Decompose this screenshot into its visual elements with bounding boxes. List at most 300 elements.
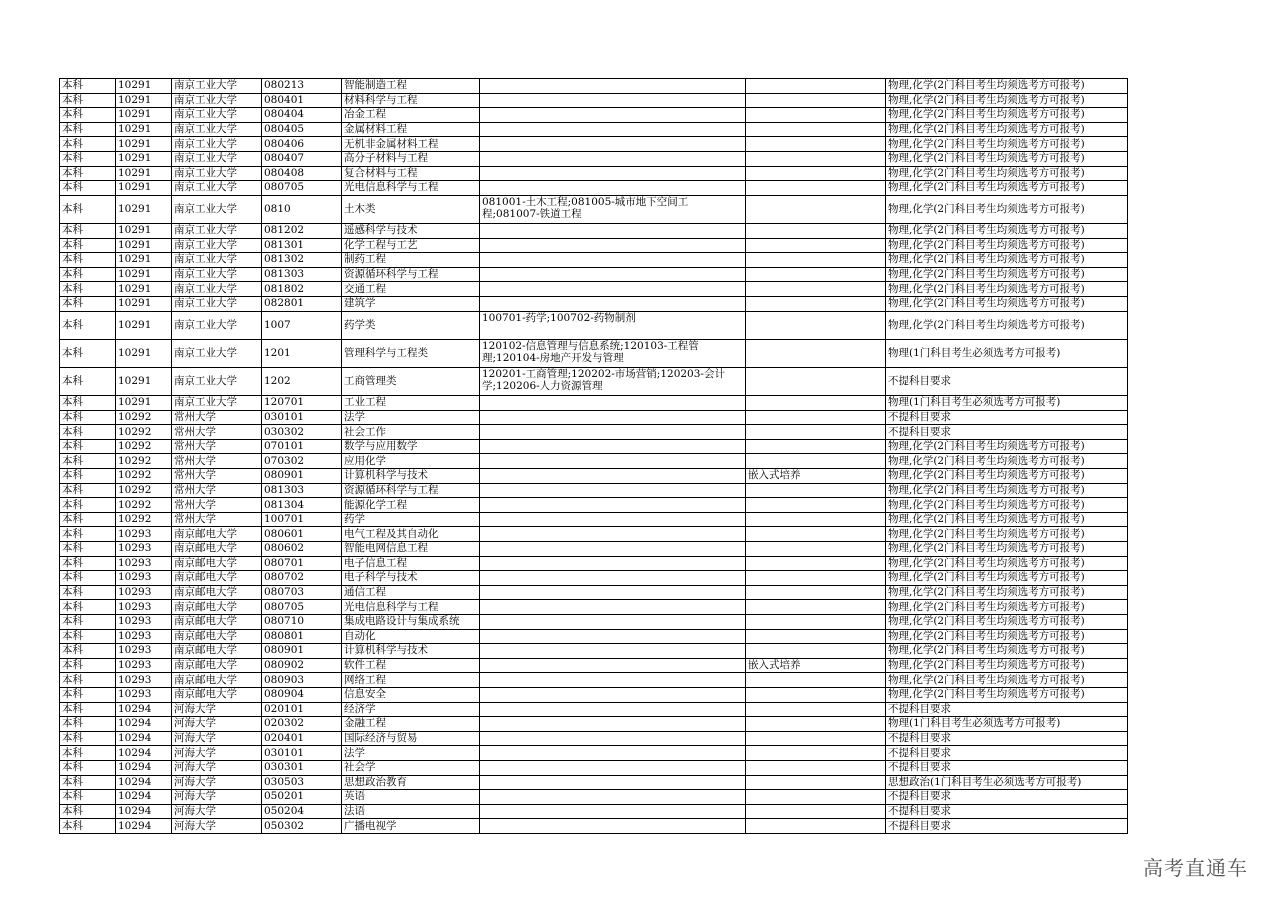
major-name-cell: 资源循环科学与工程 [342,267,480,282]
level-cell: 本科 [60,556,116,571]
school-code-cell: 10293 [116,658,172,673]
note-cell [746,108,886,123]
school-code-cell: 10293 [116,527,172,542]
subject-requirement-cell: 物理,化学(2门科目考生均须选考方可报考) [886,267,1128,282]
major-name-cell: 化学工程与工艺 [342,238,480,253]
table-row [60,483,1128,498]
note-cell [746,585,886,600]
subject-requirement-cell: 物理,化学(2门科目考生均须选考方可报考) [886,93,1128,108]
school-name-cell: 南京工业大学 [172,238,262,253]
level-cell: 本科 [60,629,116,644]
table-row [60,614,1128,629]
major-name-cell: 金属材料工程 [342,122,480,137]
level-cell: 本科 [60,775,116,790]
table-row [60,673,1128,688]
major-code-cell: 080902 [262,658,342,673]
major-code-cell: 030101 [262,746,342,761]
school-code-cell: 10294 [116,746,172,761]
included-majors-cell [480,629,746,644]
subject-requirement-cell: 物理,化学(2门科目考生均须选考方可报考) [886,439,1128,454]
table-row [60,746,1128,761]
included-majors-cell [480,542,746,557]
included-majors-cell: 100701-药学;100702-药物制剂 [480,311,746,339]
school-code-cell: 10293 [116,542,172,557]
subject-requirement-cell: 物理,化学(2门科目考生均须选考方可报考) [886,542,1128,557]
note-cell [746,195,886,223]
school-code-cell: 10291 [116,396,172,411]
major-code-cell: 0810 [262,195,342,223]
major-name-cell: 能源化学工程 [342,498,480,513]
included-majors-cell [480,731,746,746]
subject-requirement-cell: 物理,化学(2门科目考生均须选考方可报考) [886,658,1128,673]
level-cell: 本科 [60,469,116,484]
major-name-cell: 制药工程 [342,253,480,268]
note-cell [746,151,886,166]
school-name-cell: 南京工业大学 [172,122,262,137]
subject-requirement-cell: 物理,化学(2门科目考生均须选考方可报考) [886,629,1128,644]
included-majors-cell [480,296,746,311]
table-row [60,425,1128,440]
subject-requirement-cell: 物理,化学(2门科目考生均须选考方可报考) [886,454,1128,469]
included-majors-cell [480,600,746,615]
level-cell: 本科 [60,512,116,527]
table-row [60,439,1128,454]
school-name-cell: 南京邮电大学 [172,629,262,644]
table-row [60,151,1128,166]
major-name-cell: 工商管理类 [342,367,480,395]
school-code-cell: 10294 [116,804,172,819]
included-majors-cell [480,223,746,238]
note-cell [746,687,886,702]
included-majors-cell [480,137,746,152]
subject-requirement-cell: 不提科目要求 [886,760,1128,775]
note-cell [746,311,886,339]
major-name-cell: 信息安全 [342,687,480,702]
school-name-cell: 河海大学 [172,760,262,775]
table-row [60,122,1128,137]
note-cell [746,410,886,425]
major-code-cell: 050302 [262,819,342,834]
included-majors-cell [480,151,746,166]
included-majors-cell [480,614,746,629]
table-row [60,108,1128,123]
level-cell: 本科 [60,571,116,586]
note-cell [746,673,886,688]
major-name-cell: 软件工程 [342,658,480,673]
subject-requirement-cell: 物理,化学(2门科目考生均须选考方可报考) [886,600,1128,615]
note-cell [746,819,886,834]
school-code-cell: 10293 [116,585,172,600]
major-code-cell: 080213 [262,79,342,94]
included-majors-cell [480,454,746,469]
school-code-cell: 10291 [116,79,172,94]
school-code-cell: 10293 [116,600,172,615]
table-row [60,585,1128,600]
subject-requirement-cell: 不提科目要求 [886,367,1128,395]
major-code-cell: 050201 [262,790,342,805]
level-cell: 本科 [60,542,116,557]
major-name-cell: 无机非金属材料工程 [342,137,480,152]
level-cell: 本科 [60,396,116,411]
school-code-cell: 10291 [116,267,172,282]
level-cell: 本科 [60,311,116,339]
table-row [60,760,1128,775]
school-code-cell: 10291 [116,166,172,181]
subject-requirement-cell: 不提科目要求 [886,790,1128,805]
table-row [60,790,1128,805]
major-code-cell: 030301 [262,760,342,775]
included-majors-cell [480,108,746,123]
table-row [60,644,1128,659]
school-name-cell: 南京工业大学 [172,108,262,123]
school-code-cell: 10292 [116,483,172,498]
major-name-cell: 工业工程 [342,396,480,411]
school-code-cell: 10291 [116,108,172,123]
major-code-cell: 080408 [262,166,342,181]
subject-requirement-cell: 物理,化学(2门科目考生均须选考方可报考) [886,527,1128,542]
school-code-cell: 10294 [116,790,172,805]
major-code-cell: 080405 [262,122,342,137]
table-row [60,571,1128,586]
major-name-cell: 建筑学 [342,296,480,311]
major-code-cell: 030101 [262,410,342,425]
note-cell [746,804,886,819]
table-row [60,629,1128,644]
school-code-cell: 10291 [116,311,172,339]
table-row [60,282,1128,297]
subject-requirement-cell: 物理(1门科目考生必须选考方可报考) [886,339,1128,367]
subject-requirement-cell: 物理,化学(2门科目考生均须选考方可报考) [886,122,1128,137]
subject-requirement-cell: 物理,化学(2门科目考生均须选考方可报考) [886,687,1128,702]
level-cell: 本科 [60,410,116,425]
included-majors-cell [480,181,746,196]
subject-requirement-cell: 物理,化学(2门科目考生均须选考方可报考) [886,296,1128,311]
note-cell [746,122,886,137]
subject-requirement-cell: 物理,化学(2门科目考生均须选考方可报考) [886,571,1128,586]
subject-requirement-cell: 物理,化学(2门科目考生均须选考方可报考) [886,311,1128,339]
major-name-cell: 金融工程 [342,717,480,732]
school-name-cell: 南京工业大学 [172,267,262,282]
table-row [60,731,1128,746]
note-cell [746,760,886,775]
watermark-logo-text: 高考直通车 [1143,856,1248,880]
school-code-cell: 10292 [116,498,172,513]
major-name-cell: 电气工程及其自动化 [342,527,480,542]
included-majors-cell [480,585,746,600]
school-name-cell: 常州大学 [172,439,262,454]
major-code-cell: 020302 [262,717,342,732]
note-cell [746,600,886,615]
table-row [60,339,1128,367]
school-name-cell: 南京工业大学 [172,311,262,339]
included-majors-cell [480,79,746,94]
subject-requirement-cell: 物理,化学(2门科目考生均须选考方可报考) [886,282,1128,297]
major-code-cell: 020401 [262,731,342,746]
level-cell: 本科 [60,585,116,600]
table-row [60,296,1128,311]
school-code-cell: 10294 [116,717,172,732]
included-majors-cell: 081001-土木工程;081005-城市地下空间工程;081007-铁道工程 [480,195,746,223]
table-row [60,311,1128,339]
school-code-cell: 10291 [116,223,172,238]
note-cell: 嵌入式培养 [746,658,886,673]
major-name-cell: 土木类 [342,195,480,223]
level-cell: 本科 [60,122,116,137]
table-row [60,93,1128,108]
school-name-cell: 南京工业大学 [172,367,262,395]
included-majors-cell [480,122,746,137]
subject-requirement-cell: 不提科目要求 [886,804,1128,819]
school-name-cell: 南京工业大学 [172,151,262,166]
school-name-cell: 南京邮电大学 [172,571,262,586]
subject-requirement-cell: 物理,化学(2门科目考生均须选考方可报考) [886,108,1128,123]
included-majors-cell [480,819,746,834]
note-cell [746,282,886,297]
school-code-cell: 10291 [116,93,172,108]
major-code-cell: 080705 [262,600,342,615]
major-code-cell: 1007 [262,311,342,339]
major-code-cell: 080710 [262,614,342,629]
note-cell [746,571,886,586]
included-majors-cell [480,746,746,761]
subject-requirement-cell: 物理,化学(2门科目考生均须选考方可报考) [886,151,1128,166]
major-code-cell: 070101 [262,439,342,454]
table-row [60,410,1128,425]
included-majors-cell [480,804,746,819]
note-cell [746,296,886,311]
included-majors-cell [480,702,746,717]
table-row [60,687,1128,702]
level-cell: 本科 [60,181,116,196]
subject-requirement-cell: 物理,化学(2门科目考生均须选考方可报考) [886,166,1128,181]
school-code-cell: 10293 [116,571,172,586]
table-row [60,396,1128,411]
table-row [60,267,1128,282]
subject-requirement-cell: 思想政治(1门科目考生必须选考方可报考) [886,775,1128,790]
note-cell [746,93,886,108]
note-cell [746,425,886,440]
note-cell [746,223,886,238]
table-row [60,512,1128,527]
school-name-cell: 南京工业大学 [172,166,262,181]
school-code-cell: 10291 [116,339,172,367]
major-code-cell: 081301 [262,238,342,253]
table-row [60,542,1128,557]
level-cell: 本科 [60,760,116,775]
table-row [60,658,1128,673]
level-cell: 本科 [60,166,116,181]
school-name-cell: 南京邮电大学 [172,556,262,571]
table-row [60,454,1128,469]
major-code-cell: 081303 [262,483,342,498]
major-code-cell: 1201 [262,339,342,367]
subject-requirement-cell: 物理,化学(2门科目考生均须选考方可报考) [886,238,1128,253]
school-name-cell: 南京工业大学 [172,223,262,238]
subject-requirement-cell: 物理,化学(2门科目考生均须选考方可报考) [886,137,1128,152]
major-name-cell: 高分子材料与工程 [342,151,480,166]
major-code-cell: 050204 [262,804,342,819]
subject-requirement-cell: 物理,化学(2门科目考生均须选考方可报考) [886,79,1128,94]
level-cell: 本科 [60,267,116,282]
major-code-cell: 080903 [262,673,342,688]
major-code-cell: 080701 [262,556,342,571]
major-name-cell: 自动化 [342,629,480,644]
school-code-cell: 10294 [116,731,172,746]
subject-requirement-cell: 不提科目要求 [886,819,1128,834]
major-name-cell: 应用化学 [342,454,480,469]
included-majors-cell [480,673,746,688]
note-cell [746,542,886,557]
school-code-cell: 10293 [116,556,172,571]
major-code-cell: 080406 [262,137,342,152]
major-name-cell: 法学 [342,746,480,761]
school-code-cell: 10291 [116,151,172,166]
major-name-cell: 社会工作 [342,425,480,440]
school-code-cell: 10292 [116,425,172,440]
school-name-cell: 南京邮电大学 [172,614,262,629]
major-name-cell: 材料科学与工程 [342,93,480,108]
school-name-cell: 南京工业大学 [172,339,262,367]
school-name-cell: 南京邮电大学 [172,673,262,688]
school-code-cell: 10293 [116,629,172,644]
table-row [60,181,1128,196]
major-name-cell: 管理科学与工程类 [342,339,480,367]
level-cell: 本科 [60,367,116,395]
major-name-cell: 计算机科学与技术 [342,469,480,484]
included-majors-cell [480,267,746,282]
level-cell: 本科 [60,790,116,805]
subject-requirement-cell: 物理,化学(2门科目考生均须选考方可报考) [886,181,1128,196]
school-code-cell: 10292 [116,454,172,469]
major-code-cell: 080702 [262,571,342,586]
level-cell: 本科 [60,223,116,238]
major-name-cell: 复合材料与工程 [342,166,480,181]
school-name-cell: 南京邮电大学 [172,644,262,659]
level-cell: 本科 [60,673,116,688]
table-row [60,775,1128,790]
school-name-cell: 河海大学 [172,790,262,805]
level-cell: 本科 [60,339,116,367]
major-name-cell: 广播电视学 [342,819,480,834]
included-majors-cell [480,282,746,297]
table-row [60,253,1128,268]
major-name-cell: 资源循环科学与工程 [342,483,480,498]
major-code-cell: 020101 [262,702,342,717]
school-name-cell: 南京邮电大学 [172,585,262,600]
note-cell [746,483,886,498]
subject-requirement-cell: 物理,化学(2门科目考生均须选考方可报考) [886,512,1128,527]
major-code-cell: 120701 [262,396,342,411]
subject-requirement-cell: 物理,化学(2门科目考生均须选考方可报考) [886,195,1128,223]
major-name-cell: 集成电路设计与集成系统 [342,614,480,629]
school-name-cell: 常州大学 [172,512,262,527]
level-cell: 本科 [60,79,116,94]
level-cell: 本科 [60,804,116,819]
note-cell [746,556,886,571]
major-code-cell: 080601 [262,527,342,542]
major-name-cell: 冶金工程 [342,108,480,123]
level-cell: 本科 [60,731,116,746]
subject-requirement-cell: 不提科目要求 [886,746,1128,761]
included-majors-cell [480,571,746,586]
included-majors-cell [480,512,746,527]
note-cell [746,775,886,790]
note-cell [746,702,886,717]
major-name-cell: 网络工程 [342,673,480,688]
school-code-cell: 10293 [116,644,172,659]
note-cell [746,527,886,542]
school-name-cell: 南京工业大学 [172,396,262,411]
note-cell [746,454,886,469]
level-cell: 本科 [60,687,116,702]
note-cell [746,614,886,629]
major-code-cell: 080404 [262,108,342,123]
major-code-cell: 081304 [262,498,342,513]
level-cell: 本科 [60,238,116,253]
major-name-cell: 药学 [342,512,480,527]
school-name-cell: 南京工业大学 [172,79,262,94]
included-majors-cell [480,166,746,181]
included-majors-cell: 120201-工商管理;120202-市场营销;120203-会计学;120206-人力资源管理 [480,367,746,395]
included-majors-cell [480,396,746,411]
major-code-cell: 081302 [262,253,342,268]
major-name-cell: 智能电网信息工程 [342,542,480,557]
school-code-cell: 10291 [116,122,172,137]
school-name-cell: 河海大学 [172,804,262,819]
major-code-cell: 080401 [262,93,342,108]
school-code-cell: 10293 [116,673,172,688]
level-cell: 本科 [60,137,116,152]
level-cell: 本科 [60,717,116,732]
subject-requirement-cell: 物理,化学(2门科目考生均须选考方可报考) [886,644,1128,659]
level-cell: 本科 [60,439,116,454]
major-code-cell: 070302 [262,454,342,469]
included-majors-cell [480,253,746,268]
included-majors-cell [480,556,746,571]
major-code-cell: 081802 [262,282,342,297]
school-name-cell: 河海大学 [172,717,262,732]
table-body [60,79,1128,834]
major-name-cell: 法语 [342,804,480,819]
note-cell [746,79,886,94]
major-code-cell: 030503 [262,775,342,790]
included-majors-cell [480,410,746,425]
level-cell: 本科 [60,93,116,108]
table-row [60,717,1128,732]
level-cell: 本科 [60,296,116,311]
school-name-cell: 常州大学 [172,425,262,440]
major-name-cell: 法学 [342,410,480,425]
note-cell [746,746,886,761]
note-cell [746,339,886,367]
school-name-cell: 河海大学 [172,746,262,761]
school-code-cell: 10291 [116,137,172,152]
table-row [60,469,1128,484]
major-name-cell: 经济学 [342,702,480,717]
included-majors-cell [480,775,746,790]
school-code-cell: 10294 [116,702,172,717]
level-cell: 本科 [60,702,116,717]
note-cell [746,498,886,513]
level-cell: 本科 [60,151,116,166]
major-name-cell: 国际经济与贸易 [342,731,480,746]
note-cell [746,644,886,659]
major-name-cell: 光电信息科学与工程 [342,181,480,196]
subject-requirement-cell: 物理,化学(2门科目考生均须选考方可报考) [886,498,1128,513]
note-cell [746,512,886,527]
level-cell: 本科 [60,527,116,542]
note-cell [746,439,886,454]
